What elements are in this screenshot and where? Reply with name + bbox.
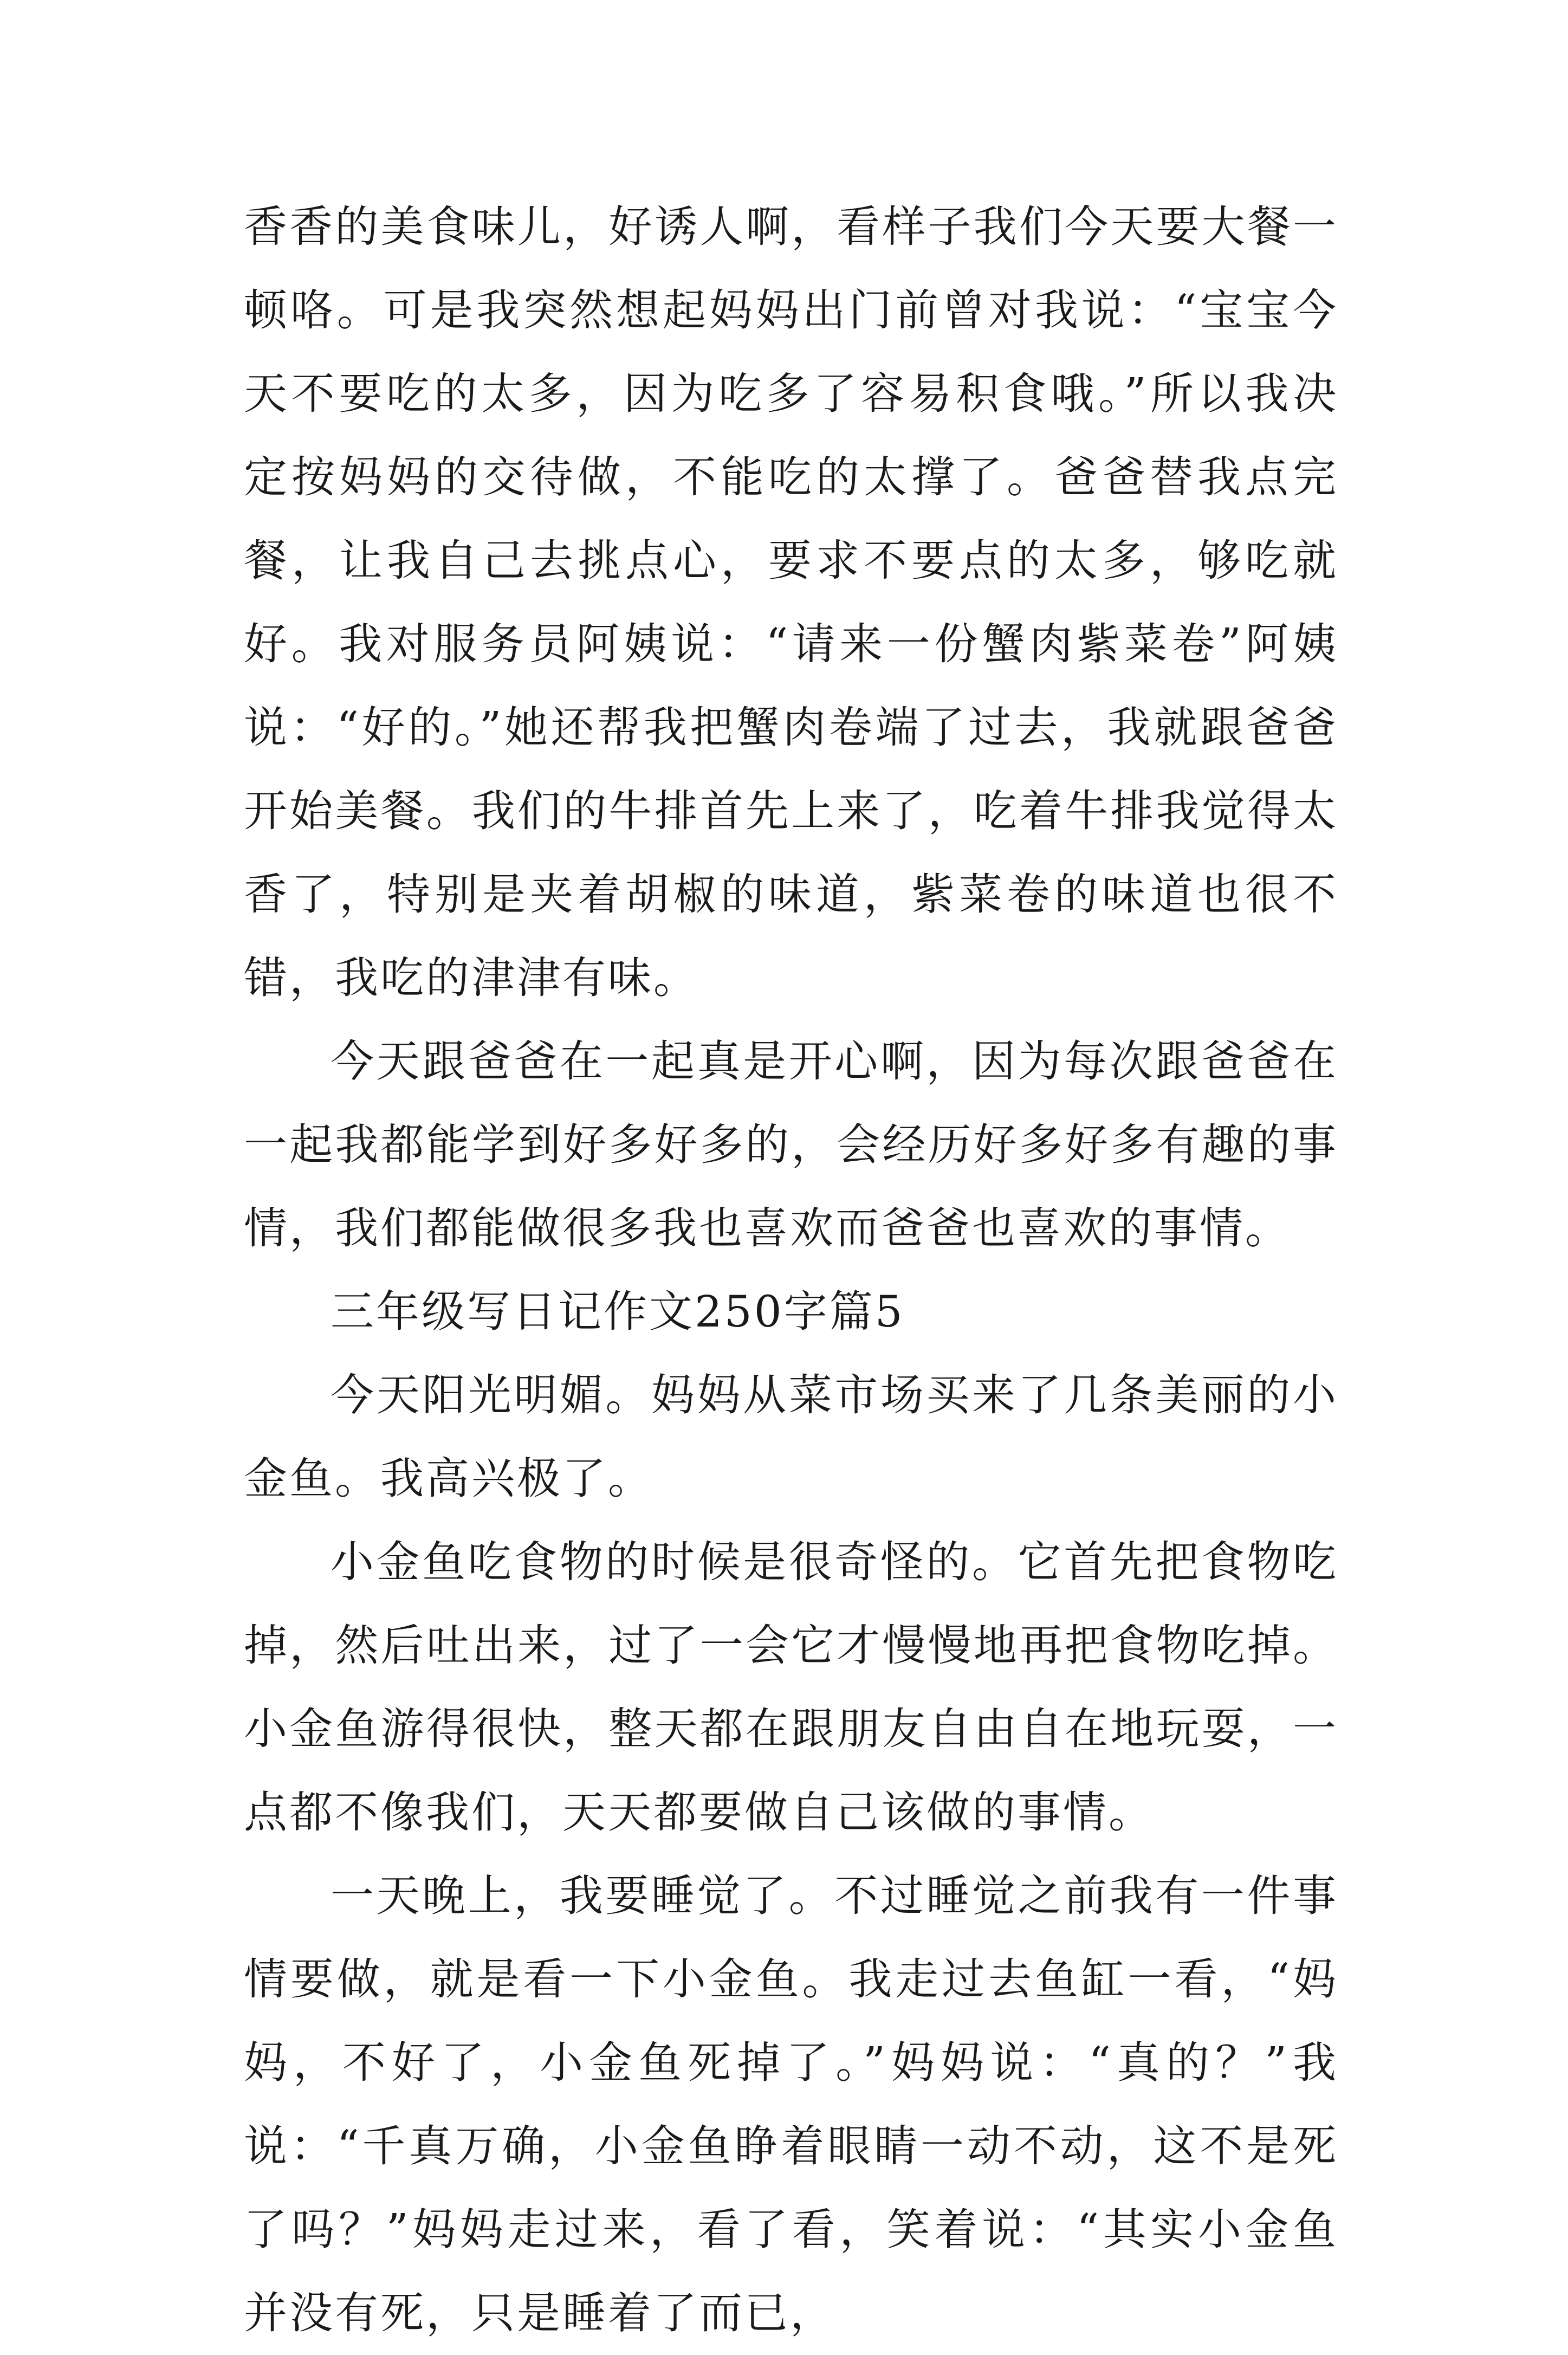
section-heading: 三年级写日记作文250字篇5: [331, 1286, 905, 1337]
paragraph-continuation: 香香的美食味儿，好诱人啊，看样子我们今天要大餐一顿咯。可是我突然想起妈妈出门前曾对我说：“宝宝今天不要吃的太多，因为吃多了容易积食哦。”所以我决定按妈妈的交待做，不能吃的太撑了。爸爸替我点完餐，让我自己去挑点心，要求不要点的太多，够吃就好。我对服务员阿姨说：“请来一份蟹肉紫菜卷”阿姨说：“好的。”她还帮我把蟹肉卷端了过去，我就跟爸爸开始美餐。我们的牛排首先上来了，吃着牛排我觉得太香了，特别是夹着胡椒的味道，紫菜卷的味道也很不错，我吃的津津有味。: [244, 202, 1338, 1003]
paragraph-goldfish-night: 一天晚上，我要睡觉了。不过睡觉之前我有一件事情要做，就是看一下小金鱼。我走过去鱼缸一看，“妈妈，不好了，小金鱼死掉了。”妈妈说：“真的？”我说：“千真万确，小金鱼睁着眼睛一动不动，这不是死了吗？”妈妈走过来，看了看，笑着说：“其实小金鱼并没有死，只是睡着了而已，: [244, 1871, 1338, 2338]
paragraph-goldfish-eating: 小金鱼吃食物的时候是很奇怪的。它首先把食物吃掉，然后吐出来，过了一会它才慢慢地再把食物吃掉。小金鱼游得很快，整天都在跟朋友自由自在地玩耍，一点都不像我们，天天都要做自己该做的事情。: [244, 1537, 1338, 1838]
paragraph-dad-day: 今天跟爸爸在一起真是开心啊，因为每次跟爸爸在一起我都能学到好多好多的，会经历好多好多有趣的事情，我们都能做很多我也喜欢而爸爸也喜欢的事情。: [244, 1036, 1338, 1253]
paragraph-goldfish-intro: 今天阳光明媚。妈妈从菜市场买来了几条美丽的小金鱼。我高兴极了。: [244, 1370, 1338, 1504]
document-body: [244, 185, 1338, 2355]
